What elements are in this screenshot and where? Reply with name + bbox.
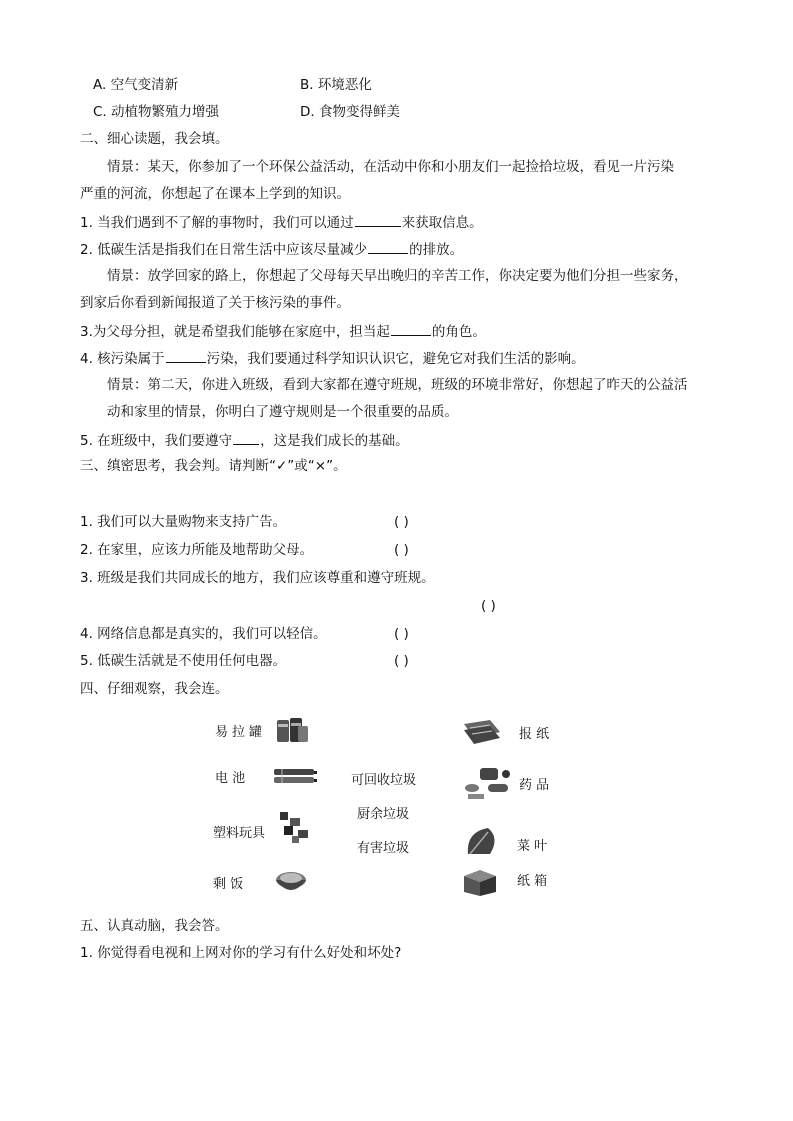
fill-question: 5. 在班级中，我们要遵守 ，这是我们成长的基础。 [80,430,409,450]
scenario-text: 到家后你看到新闻报道了关于核污染的事件。 [80,295,350,311]
answer-paren[interactable]: ( ) [394,514,409,530]
fill-question: 1. 当我们遇到不了解的事物时，我们可以通过 来获取信息。 [80,212,483,232]
answer-blank[interactable] [355,212,401,227]
match-right-newspaper[interactable]: 报 纸 [519,727,550,742]
medicine-icon [460,764,518,804]
section-title: 五、认真动脑，我会答。 [80,918,229,934]
match-center-recyclable[interactable]: 可回收垃圾 [351,773,417,788]
fill-question: 2. 低碳生活是指我们在日常生活中应该尽量减少 的排放。 [80,239,463,259]
carton-box-icon [458,864,502,898]
option-a: A. 空气变清新 [93,77,179,93]
option-d: D. 食物变得鲜美 [300,104,400,120]
fill-question: 3.为父母分担，就是希望我们能够在家庭中，担当起 的角色。 [80,321,486,341]
match-left-battery[interactable]: 电 池 [215,771,246,786]
answer-blank[interactable] [368,239,408,254]
section-title: 三、缜密思考，我会判。请判断“✓”或“×”。 [80,458,347,474]
match-left-toy[interactable]: 塑料玩具 [213,826,266,841]
match-right-box[interactable]: 纸 箱 [517,874,548,889]
answer-blank[interactable] [166,348,206,363]
answer-blank[interactable] [233,430,259,445]
scenario-text: 情景：第二天，你进入班级，看到大家都在遵守班规，班级的环境非常好，你想起了昨天的公益活 [107,377,688,393]
vegetable-leaf-icon [462,824,502,860]
answer-question: 1. 你觉得看电视和上网对你的学习有什么好处和坏处? [80,945,402,961]
plastic-toy-icon [276,808,316,846]
answer-paren[interactable]: ( ) [481,598,496,614]
scenario-text: 情景：某天，你参加了一个环保公益活动，在活动中你和小朋友们一起捡拾垃圾，看见一片污染 [107,159,674,175]
answer-paren[interactable]: ( ) [394,542,409,558]
fill-question: 4. 核污染属于 污染，我们要通过科学知识认识它，避免它对我们生活的影响。 [80,348,585,368]
battery-icon [272,766,320,788]
match-left-rice[interactable]: 剩 饭 [213,877,244,892]
answer-blank[interactable] [391,321,431,336]
answer-paren[interactable]: ( ) [394,626,409,642]
scenario-text: 动和家里的情景，你明白了遵守规则是一个很重要的品质。 [107,404,458,420]
section-title: 二、细心读题，我会填。 [80,131,229,147]
section-title: 四、仔细观察，我会连。 [80,681,229,697]
scenario-text: 严重的河流，你想起了在课本上学到的知识。 [80,186,350,202]
judge-item: 2. 在家里，应该力所能及地帮助父母。 [80,542,314,558]
judge-item: 5. 低碳生活就是不使用任何电器。 [80,653,287,669]
can-icon [274,714,310,746]
judge-item: 4. 网络信息都是真实的，我们可以轻信。 [80,626,327,642]
match-right-leaf[interactable]: 菜 叶 [517,839,548,854]
answer-paren[interactable]: ( ) [394,653,409,669]
newspaper-icon [460,716,504,750]
match-right-medicine[interactable]: 药 品 [519,778,550,793]
option-c: C. 动植物繁殖力增强 [93,104,220,120]
match-center-harmful[interactable]: 有害垃圾 [357,841,410,856]
judge-item: 3. 班级是我们共同成长的地方，我们应该尊重和遵守班规。 [80,570,435,586]
leftover-rice-icon [272,866,310,900]
judge-item: 1. 我们可以大量购物来支持广告。 [80,514,287,530]
option-b: B. 环境恶化 [300,77,372,93]
match-left-can[interactable]: 易拉罐 [215,725,267,740]
match-center-kitchen[interactable]: 厨余垃圾 [357,807,410,822]
scenario-text: 情景：放学回家的路上，你想起了父母每天早出晚归的辛苦工作，你决定要为他们分担一些家务， [107,268,688,284]
